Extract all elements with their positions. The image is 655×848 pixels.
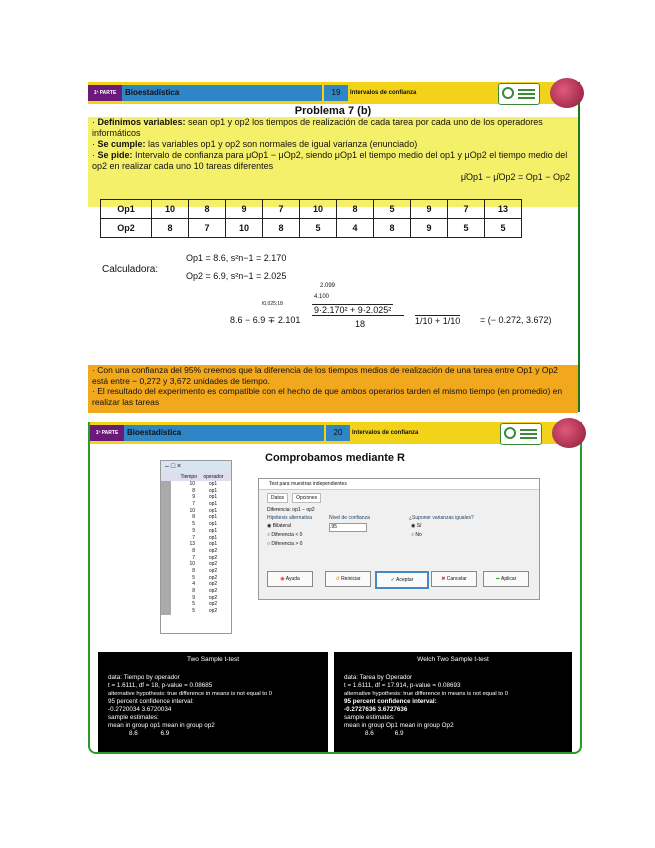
operador-value: op2 bbox=[208, 554, 218, 561]
def-assumption-label: Se cumple: bbox=[97, 139, 146, 149]
button-label: Cancelar bbox=[446, 576, 467, 582]
table-cell: 8 bbox=[337, 200, 374, 219]
radio-label: Sí bbox=[416, 523, 422, 529]
table-cell: 10 bbox=[152, 200, 189, 219]
apply-button[interactable] bbox=[483, 571, 529, 587]
row-index bbox=[161, 535, 171, 542]
list-item bbox=[161, 535, 231, 542]
row-index bbox=[161, 548, 171, 555]
console-line: t = 1.6111, df = 17.914, p-value = 0.08693 bbox=[344, 682, 461, 689]
conclusion-box: · Con una confianza del 95% creemos que la diferencia de los tiempos medios de realización de una tarea entre Op1 y Op2 está entre − 0,272 y 3,672 unidades de tiempo. · El resultado del experimento es compatible con el hecho de que ambos operarios tarden el mismo tiempo (en promedio) en realizar las tareas bbox=[88, 365, 578, 413]
row-index bbox=[161, 481, 171, 488]
radio-label: Diferencia < 0 bbox=[271, 532, 303, 538]
rcmdr-test-dialog bbox=[258, 478, 540, 600]
operador-value: op1 bbox=[208, 541, 218, 548]
tiempo-value: 8 bbox=[192, 567, 195, 574]
list-item bbox=[161, 588, 231, 595]
table-cell: 5 bbox=[485, 219, 522, 238]
console-line: 8.6 6.9 bbox=[108, 730, 170, 737]
row-index bbox=[161, 514, 171, 521]
operador-value: op2 bbox=[208, 561, 218, 568]
list-item bbox=[161, 601, 231, 608]
close-icon: ✖ bbox=[441, 576, 446, 582]
console-line: 8.6 6.9 bbox=[344, 730, 404, 737]
globe-icon bbox=[552, 418, 586, 448]
ci-t-quantile: t0,025;18 bbox=[262, 301, 283, 307]
row-index bbox=[161, 488, 171, 495]
def-request-text: Intervalo de confianza para μOp1 − μOp2, siendo μOp1 el tiempo medio del op1 y μOp2 el tiempo medio del op2 en realizar cada uno 10 tareas diferentes bbox=[92, 150, 568, 171]
row-index bbox=[161, 588, 171, 595]
table-row bbox=[101, 219, 522, 238]
list-item bbox=[161, 608, 231, 615]
table-cell: 4 bbox=[337, 219, 374, 238]
data-table bbox=[100, 199, 522, 238]
tiempo-value: 5 bbox=[192, 521, 195, 528]
radio-bilateral[interactable]: ◉ Bilateral bbox=[267, 523, 291, 529]
list-item bbox=[161, 528, 231, 535]
row-index bbox=[161, 494, 171, 501]
radio-equal-no[interactable]: ○ No bbox=[411, 532, 422, 538]
list-item bbox=[161, 575, 231, 582]
def-estimator-formula: μ̂Op1 − μ̂Op2 = Op1 − Op2 bbox=[460, 172, 570, 182]
table-cell: 8 bbox=[189, 200, 226, 219]
console-line: sample estimates: bbox=[108, 714, 159, 721]
conclusion-text-1: Con una confianza del 95% creemos que la diferencia de los tiempos medios de realización de una tarea entre Op1 y Op2 está entre − 0,272 y 3,672 unidades de tiempo. bbox=[92, 365, 558, 386]
def-assumption-text: las variables op1 y op2 son normales de igual varianza (enunciado) bbox=[148, 139, 418, 149]
definitions-box: · Definimos variables: sean op1 y op2 los tiempos de realización de cada tarea por cada uno de los operadores informáticos · Se cumple: las variables op1 y op2 son normales de igual varianza (enunciado) · Se pide: Intervalo de confianza para μOp1 − μOp2, siendo μOp1 el tiempo medio del op1 y μOp2 el tiempo medio del op2 en realizar cada uno 10 tareas diferentes μ̂Op1 − μ̂Op2 = Op1 − Op2 bbox=[88, 117, 578, 207]
console-line: mean in group op1 mean in group op2 bbox=[108, 722, 215, 729]
tiempo-value: 10 bbox=[189, 561, 195, 568]
console-line: 95 percent confidence interval: bbox=[108, 698, 194, 705]
table-cell: 13 bbox=[485, 200, 522, 219]
operador-value: op1 bbox=[208, 501, 218, 508]
table-cell: 7 bbox=[263, 200, 300, 219]
operador-value: op1 bbox=[208, 481, 218, 487]
table-cell: 8 bbox=[263, 219, 300, 238]
table-cell: 9 bbox=[226, 200, 263, 219]
button-label: Reiniciar bbox=[341, 576, 361, 582]
confidence-interval-formula bbox=[230, 283, 570, 347]
table-cell: 5 bbox=[374, 200, 411, 219]
operador-value: op1 bbox=[208, 521, 218, 528]
radio-label: Bilateral bbox=[272, 523, 291, 529]
operador-value: op2 bbox=[208, 547, 218, 554]
help-icon: ◉ bbox=[280, 576, 285, 582]
list-item bbox=[161, 581, 231, 588]
button-label: Aceptar bbox=[396, 577, 414, 583]
stat-op2: Op2 = 6.9, s²n−1 = 2.025 bbox=[186, 271, 287, 281]
tiempo-value: 8 bbox=[192, 514, 195, 521]
row-index bbox=[161, 568, 171, 575]
tab-opciones[interactable]: Opciones bbox=[292, 493, 321, 503]
operador-value: op1 bbox=[208, 534, 218, 541]
globe-icon bbox=[550, 78, 584, 108]
tiempo-value: 9 bbox=[192, 494, 195, 501]
list-item bbox=[161, 508, 231, 515]
list-item bbox=[161, 514, 231, 521]
ci-annotation: 2.099 bbox=[320, 283, 336, 289]
part-tag: 1ª PARTE bbox=[88, 85, 122, 101]
slide-header bbox=[90, 422, 580, 444]
slide-number: 19 bbox=[324, 85, 348, 101]
help-button[interactable] bbox=[267, 571, 313, 587]
check-icon: ✔ bbox=[390, 577, 395, 583]
operador-value: op2 bbox=[208, 581, 218, 588]
confidence-input[interactable]: .95 bbox=[329, 523, 367, 532]
console-line: data: Tiempo by operador bbox=[108, 674, 180, 681]
topic-label: Intervalos de confianza bbox=[350, 90, 417, 96]
list-item bbox=[161, 555, 231, 562]
alternative-label: Hipótesis alternativa bbox=[267, 515, 313, 521]
tab-datos[interactable]: Datos bbox=[267, 493, 288, 503]
subject-label: Bioestadística bbox=[122, 85, 322, 101]
table-cell: 10 bbox=[300, 200, 337, 219]
part-tag: 1ª PARTE bbox=[90, 425, 124, 441]
tiempo-value: 7 bbox=[192, 501, 195, 508]
table-cell: 8 bbox=[374, 219, 411, 238]
arrow-icon: ➦ bbox=[495, 576, 500, 582]
tiempo-value: 7 bbox=[192, 534, 195, 541]
tiempo-value: 8 bbox=[192, 588, 195, 594]
row-index bbox=[161, 561, 171, 568]
ci-result: = (− 0.272, 3.672) bbox=[480, 315, 552, 325]
equal-var-label: ¿Suponer varianzas iguales? bbox=[409, 515, 474, 521]
table-cell: 5 bbox=[300, 219, 337, 238]
operador-value: op1 bbox=[208, 507, 218, 514]
console-line: t = 1.6111, df = 18, p-value = 0.08685 bbox=[108, 682, 213, 689]
console-line: mean in group Op1 mean in group Op2 bbox=[344, 722, 454, 729]
tiempo-value: 13 bbox=[189, 541, 195, 548]
list-item bbox=[161, 595, 231, 602]
list-item bbox=[161, 481, 231, 488]
ci-center: 8.6 − 6.9 ∓ 2.101 bbox=[230, 315, 301, 325]
console-line: sample estimates: bbox=[344, 714, 395, 721]
slide-r-check bbox=[88, 422, 582, 754]
list-item bbox=[161, 541, 231, 548]
slide-number: 20 bbox=[326, 425, 350, 441]
operador-value: op2 bbox=[208, 594, 218, 601]
operador-value: op2 bbox=[208, 601, 218, 608]
calculator-label: Calculadora: bbox=[102, 264, 159, 275]
stat-op1: Op1 = 8.6, s²n−1 = 2.170 bbox=[186, 253, 287, 263]
list-item bbox=[161, 488, 231, 495]
table-cell: 9 bbox=[411, 219, 448, 238]
list-item bbox=[161, 501, 231, 508]
table-cell: 8 bbox=[152, 219, 189, 238]
operador-value: op2 bbox=[208, 608, 218, 615]
operador-value: op2 bbox=[208, 574, 218, 581]
row-index bbox=[161, 521, 171, 528]
operador-value: op2 bbox=[208, 567, 218, 574]
row-label: Op2 bbox=[101, 219, 152, 238]
table-cell: 9 bbox=[411, 200, 448, 219]
list-item bbox=[161, 548, 231, 555]
ci-root: 1/10 + 1/10 bbox=[415, 316, 461, 326]
console-line: -0.2727636 3.6727636 bbox=[344, 706, 408, 713]
radio-less[interactable]: ○ Diferencia < 0 bbox=[267, 532, 303, 538]
console-line: 95 percent confidence interval: bbox=[344, 698, 437, 705]
row-label: Op1 bbox=[101, 200, 152, 219]
tiempo-value: 10 bbox=[189, 481, 195, 487]
cancel-button[interactable] bbox=[431, 571, 477, 587]
university-logo-icon bbox=[500, 423, 542, 445]
radio-equal-yes[interactable]: ◉ Sí bbox=[411, 523, 422, 529]
tiempo-value: 5 bbox=[192, 574, 195, 581]
slide-header bbox=[88, 82, 578, 104]
tiempo-value: 8 bbox=[192, 547, 195, 554]
table-cell: 7 bbox=[189, 219, 226, 238]
table-cell: 10 bbox=[226, 219, 263, 238]
conclusion-text-2: El resultado del experimento es compatible con el hecho de que ambos operarios tarden el mismo tiempo (en promedio) en realizar las tareas bbox=[92, 386, 563, 407]
button-label: Ayuda bbox=[285, 576, 300, 582]
table-row bbox=[101, 200, 522, 219]
university-logo-icon bbox=[498, 83, 540, 105]
table-cell: 5 bbox=[448, 219, 485, 238]
row-index bbox=[161, 508, 171, 515]
r-output-welch bbox=[334, 652, 572, 752]
tiempo-value: 4 bbox=[192, 581, 195, 588]
slide-problem-7b bbox=[88, 82, 580, 412]
reset-icon: ↺ bbox=[335, 576, 340, 582]
list-item bbox=[161, 494, 231, 501]
data-rows bbox=[161, 481, 231, 615]
tiempo-value: 7 bbox=[192, 554, 195, 561]
r-data-window[interactable] bbox=[160, 460, 232, 634]
button-label: Aplicar bbox=[501, 576, 517, 582]
tiempo-value: 8 bbox=[192, 487, 195, 494]
ci-annotation: 4.100 bbox=[314, 294, 330, 300]
operador-value: op1 bbox=[208, 514, 218, 521]
header-tiempo: Tiempo bbox=[180, 474, 197, 480]
tiempo-value: 5 bbox=[192, 608, 195, 615]
window-controls[interactable]: – □ × bbox=[161, 461, 231, 473]
operador-value: op1 bbox=[208, 494, 218, 501]
header-operador: operador bbox=[203, 474, 224, 480]
difference-label: Diferencia: op1 − op2 bbox=[267, 507, 315, 513]
list-item bbox=[161, 561, 231, 568]
row-index bbox=[161, 575, 171, 582]
row-index bbox=[161, 501, 171, 508]
console-title: Welch Two Sample t-test bbox=[417, 656, 489, 663]
row-index bbox=[161, 555, 171, 562]
problem-title: Problema 7 (b) bbox=[294, 105, 372, 117]
topic-label: Intervalos de confianza bbox=[352, 430, 419, 436]
list-item bbox=[161, 568, 231, 575]
r-output-two-sample bbox=[98, 652, 328, 752]
radio-greater[interactable]: ○ Diferencia > 0 bbox=[267, 541, 303, 547]
tiempo-value: 9 bbox=[192, 594, 195, 601]
console-line: -0.2720034 3.6720034 bbox=[108, 706, 172, 713]
reset-button[interactable] bbox=[325, 571, 371, 587]
operador-value: op1 bbox=[208, 527, 218, 534]
tiempo-value: 5 bbox=[192, 601, 195, 608]
row-index bbox=[161, 541, 171, 548]
row-index bbox=[161, 601, 171, 608]
confidence-label: Nivel de confianza bbox=[329, 515, 370, 521]
subject-label: Bioestadística bbox=[124, 425, 324, 441]
dialog-title: Test para muestras independientes bbox=[259, 479, 539, 490]
column-headers bbox=[161, 473, 231, 481]
operador-value: op2 bbox=[208, 588, 218, 594]
ci-denominator: 18 bbox=[355, 319, 366, 329]
def-variables-text: sean op1 y op2 los tiempos de realización de cada tarea por cada uno de los operadores informáticos bbox=[92, 117, 543, 138]
row-index bbox=[161, 581, 171, 588]
radio-label: No bbox=[415, 532, 422, 538]
ci-numerator: 9·2.170² + 9·2.025² bbox=[314, 305, 392, 315]
console-line: alternative hypothesis: true difference in means is not equal to 0 bbox=[344, 691, 508, 697]
row-index bbox=[161, 608, 171, 615]
console-line: alternative hypothesis: true difference in means is not equal to 0 bbox=[108, 691, 272, 697]
console-line: data: Tarea by Operador bbox=[344, 674, 413, 681]
operador-value: op1 bbox=[208, 487, 218, 494]
list-item bbox=[161, 521, 231, 528]
console-title: Two Sample t-test bbox=[186, 656, 240, 663]
radio-label: Diferencia > 0 bbox=[271, 541, 303, 547]
def-variables-label: Definimos variables: bbox=[97, 117, 186, 127]
table-cell: 7 bbox=[448, 200, 485, 219]
tiempo-value: 9 bbox=[192, 527, 195, 534]
r-check-title: Comprobamos mediante R bbox=[265, 452, 405, 464]
tiempo-value: 10 bbox=[189, 507, 195, 514]
def-request-label: Se pide: bbox=[97, 150, 133, 160]
row-index bbox=[161, 528, 171, 535]
row-index bbox=[161, 595, 171, 602]
ok-button[interactable] bbox=[375, 571, 429, 589]
